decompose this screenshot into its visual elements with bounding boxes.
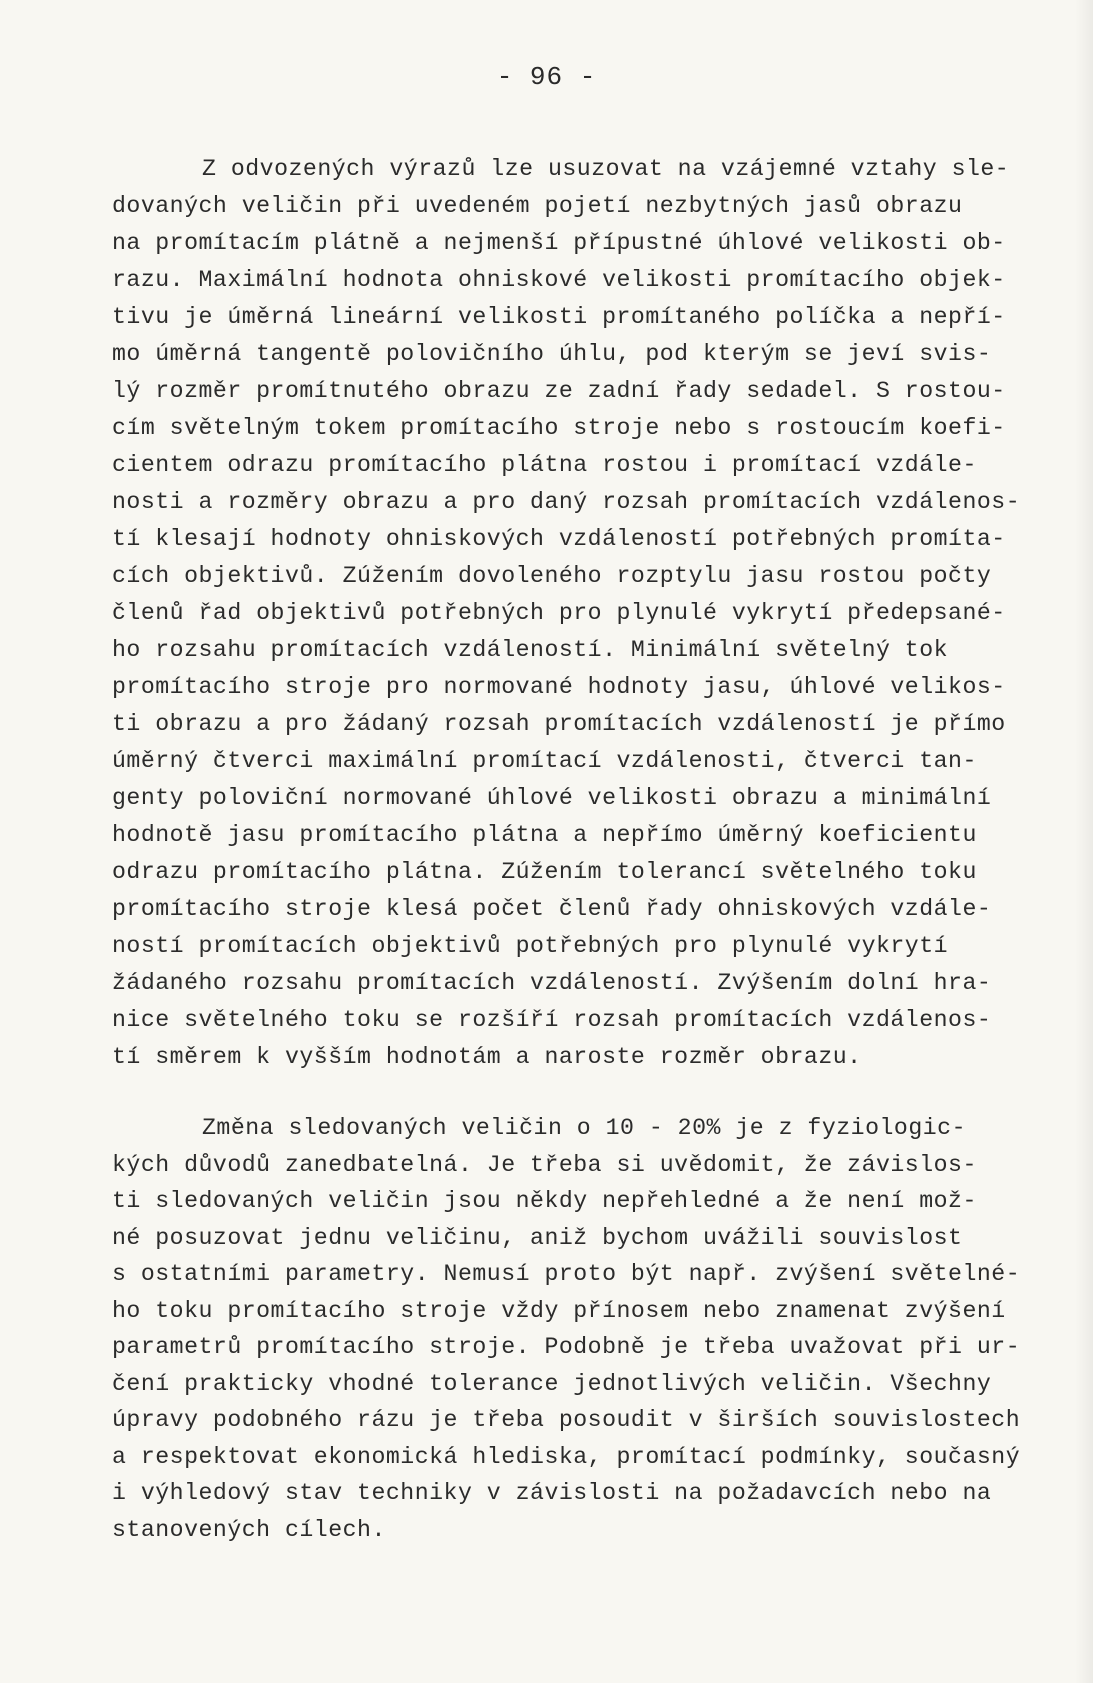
text-line: Z odvozených výrazů lze usuzovat na vzájemné vztahy sle- [202,156,1010,182]
text-line: ností promítacích objektivů potřebných pro plynulé vykrytí [112,933,949,959]
text-line: žádaného rozsahu promítacích vzdáleností. Zvýšením dolní hra- [112,970,992,996]
text-line: čení prakticky vhodné tolerance jednotlivých veličin. Všechny [112,1370,992,1397]
text-line: kých důvodů zanedbatelná. Je třeba si uvědomit, že závislos- [112,1151,977,1178]
text-line: dovaných veličin při uvedeném pojetí nezbytných jasů obrazu [112,193,963,219]
text-line: cích objektivů. Zúžením dovoleného rozptylu jasu rostou počty [112,563,992,589]
text-line: s ostatními parametry. Nemusí proto být např. zvýšení světelné- [112,1261,1021,1287]
text-line: lý rozměr promítnutého obrazu ze zadní řady sedadel. S rostou- [112,378,1006,404]
text-line: ti sledovaných veličin jsou někdy nepřehledné a že není mož- [112,1188,977,1214]
text-line: parametrů promítacího stroje. Podobně je třeba uvažovat při ur- [112,1334,1021,1360]
text-line: cím světelným tokem promítacího stroje nebo s rostoucím koefi- [112,415,1006,441]
text-line: stanovených cílech. [112,1516,386,1543]
text-line: na promítacím plátně a nejmenší přípustné úhlové velikosti ob- [112,230,1006,256]
text-line: úpravy podobného rázu je třeba posoudit v širších souvislostech [112,1407,1021,1433]
text-line: tí klesají hodnoty ohniskových vzdáleností potřebných promíta- [112,526,1006,552]
text-line: tí směrem k vyšším hodnotám a naroste rozměr obrazu. [112,1044,862,1070]
text-line: promítacího stroje pro normované hodnoty jasu, úhlové velikos- [112,674,1006,700]
text-line: promítacího stroje klesá počet členů řady ohniskových vzdále- [112,896,992,922]
text-line: i výhledový stav techniky v závislosti na požadavcích nebo na [112,1480,992,1506]
text-line: mo úměrná tangentě polovičního úhlu, pod kterým se jeví svis- [112,341,992,367]
text-line: hodnotě jasu promítacího plátna a nepřímo úměrný koeficientu [112,822,977,848]
text-line: genty poloviční normované úhlové velikosti obrazu a minimální [112,785,992,811]
text-line: odrazu promítacího plátna. Zúžením tolerancí světelného toku [112,859,977,885]
text-line: né posuzovat jednu veličinu, aniž bychom uvážili souvislost [112,1224,963,1251]
text-line: razu. Maximální hodnota ohniskové velikosti promítacího objek- [112,267,1006,293]
text-line: úměrný čtverci maximální promítací vzdálenosti, čtverci tan- [112,748,977,774]
text-line: nice světelného toku se rozšíří rozsah promítacích vzdálenos- [112,1007,992,1033]
text-line: Změna sledovaných veličin o 10 - 20% je z fyziologic- [202,1115,966,1141]
text-line: tivu je úměrná lineární velikosti promítaného políčka a nepří- [112,304,1006,330]
text-line: cientem odrazu promítacího plátna rostou i promítací vzdále- [112,452,977,478]
text-line: ho toku promítacího stroje vždy přínosem nebo znamenat zvýšení [112,1297,1006,1324]
text-line: členů řad objektivů potřebných pro plynulé vykrytí předepsané- [112,600,1006,626]
text-line: ti obrazu a pro žádaný rozsah promítacích vzdáleností je přímo [112,711,1006,737]
paragraph-1 [112,151,1087,1076]
text-line: a respektovat ekonomická hlediska, promítací podmínky, současný [112,1443,1021,1470]
paragraph-2 [112,1110,1087,1548]
text-line: nosti a rozměry obrazu a pro daný rozsah promítacích vzdálenos- [112,489,1021,515]
text-line: ho rozsahu promítacích vzdáleností. Minimální světelný tok [112,637,949,663]
page-number: - 96 - [496,62,597,92]
